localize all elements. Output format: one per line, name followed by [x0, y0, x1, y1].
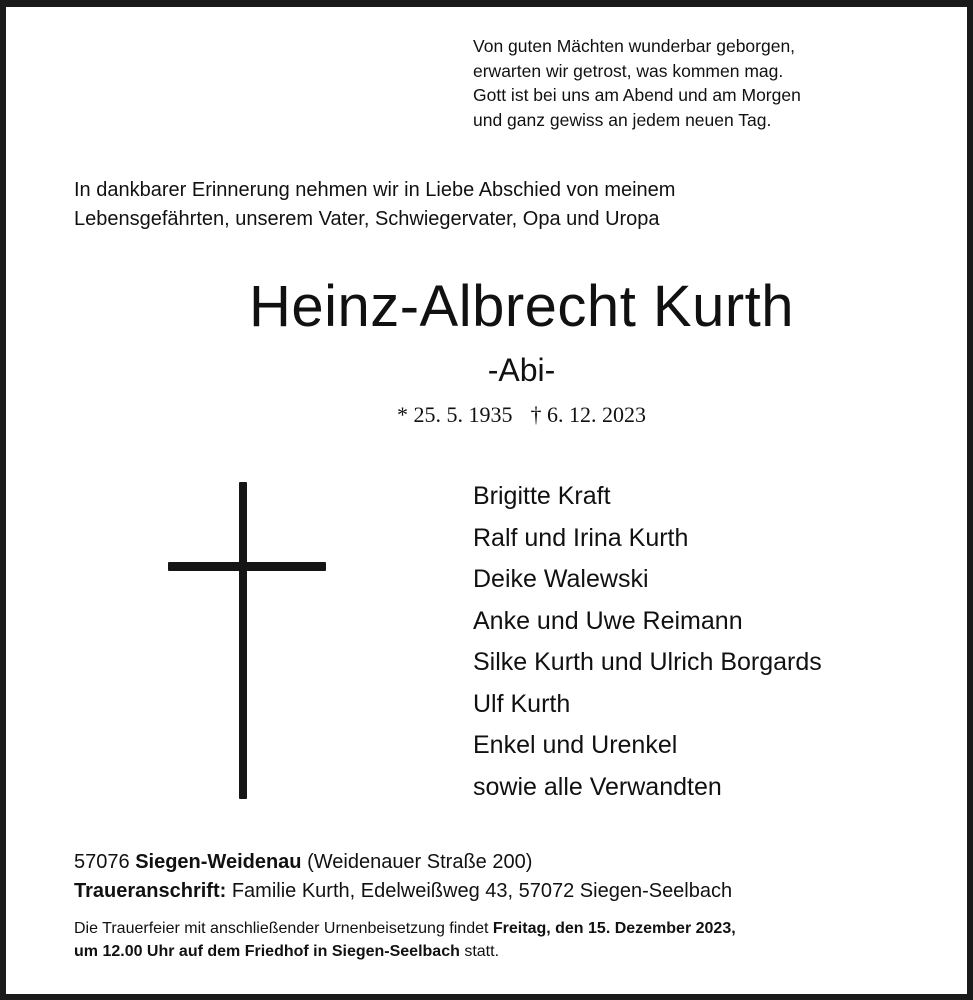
notice-date: Freitag, den 15. Dezember 2023,	[492, 920, 736, 937]
list-item: Ralf und Irina Kurth	[473, 523, 689, 552]
notice-time-place: um 12.00 Uhr auf dem Friedhof in Siegen-Seelbach	[74, 943, 460, 960]
mourners-list	[473, 476, 822, 808]
birth-date: * 25. 5. 1935	[397, 402, 513, 427]
list-item: Deike Walewski	[473, 565, 649, 593]
postal-code: 57076	[74, 851, 130, 873]
street: (Weidenauer Straße 200)	[307, 851, 533, 873]
funeral-notice	[74, 917, 736, 963]
intro-line: Lebensgefährten, unserem Vater, Schwiegervater, Opa und Uropa	[74, 208, 660, 230]
poem-line: Von guten Mächten wunderbar geborgen,	[473, 36, 796, 56]
city-name: Siegen-Weidenau	[135, 851, 302, 873]
deceased-nickname: -Abi-	[487, 352, 556, 388]
poem-verse	[473, 34, 801, 132]
list-item: Brigitte Kraft	[473, 482, 611, 510]
mourning-address-line	[74, 877, 732, 906]
list-item: Enkel und Urenkel	[473, 731, 678, 759]
poem-line: und ganz gewiss an jedem neuen Tag.	[473, 109, 772, 130]
list-item: Anke und Uwe Reimann	[473, 606, 743, 635]
life-dates	[0, 400, 973, 430]
list-item: Silke Kurth und Ulrich Borgards	[473, 648, 822, 676]
notice-text: statt.	[464, 943, 500, 960]
intro-line: In dankbarer Erinnerung nehmen wir in Liebe Abschied von meinem	[74, 179, 676, 201]
mourning-address: Familie Kurth, Edelweißweg 43, 57072 Siegen-Seelbach	[231, 880, 733, 902]
address-block	[74, 848, 732, 906]
notice-line-2	[74, 940, 736, 963]
mourning-address-label: Traueranschrift:	[74, 880, 227, 902]
notice-text: Die Trauerfeier mit anschließender Urnenbeisetzung findet	[74, 920, 489, 937]
list-item: sowie alle Verwandten	[473, 772, 722, 801]
latin-cross-icon	[160, 478, 330, 808]
poem-line: Gott ist bei uns am Abend und am Morgen	[473, 85, 801, 105]
notice-line-1	[74, 917, 736, 940]
list-item: Ulf Kurth	[473, 689, 571, 718]
deceased-name: Heinz-Albrecht Kurth	[248, 274, 795, 339]
location-line	[74, 848, 732, 877]
intro-text	[74, 176, 675, 234]
poem-line: erwarten wir getrost, was kommen mag.	[473, 60, 784, 81]
death-date: † 6. 12. 2023	[530, 402, 646, 427]
